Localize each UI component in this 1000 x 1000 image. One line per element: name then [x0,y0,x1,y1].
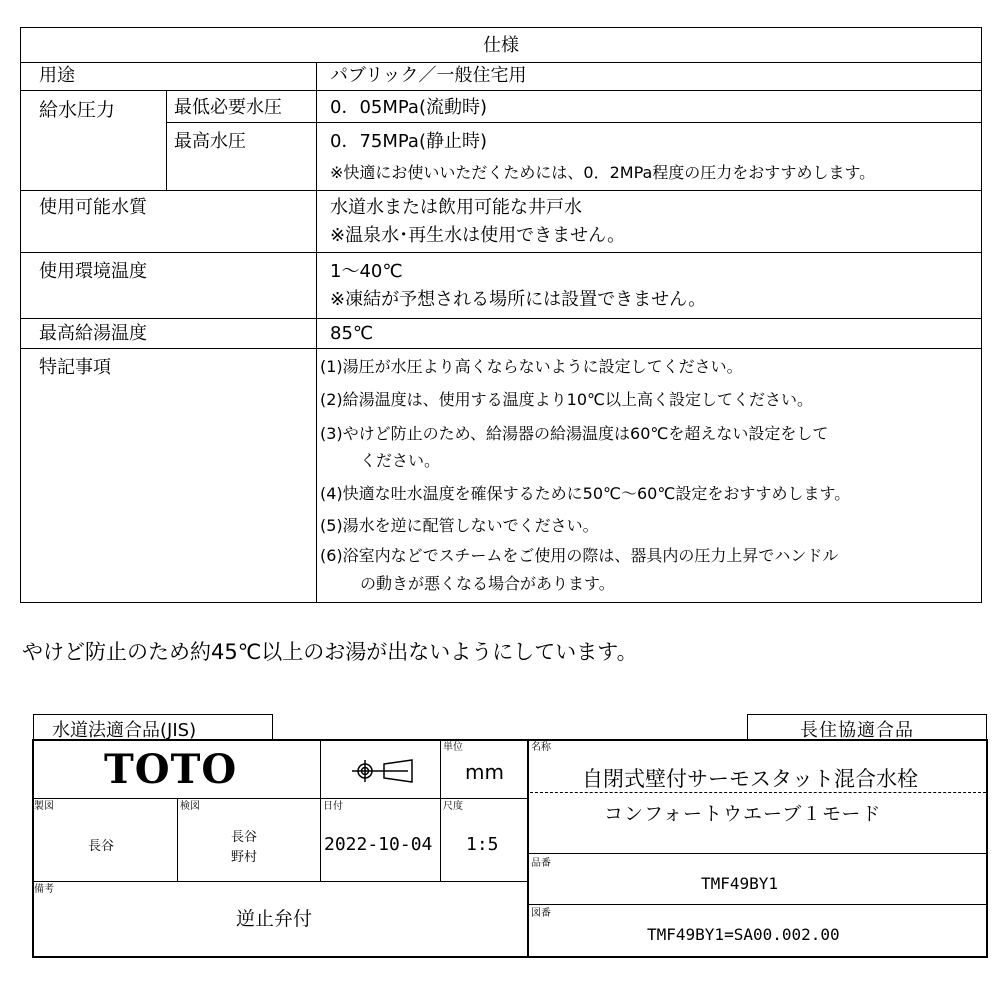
name-line2: コンフォートウエーブ１モード [604,803,882,825]
use-value: パブリック／一般住宅用 [330,65,527,86]
part-value: TMF49BY1 [701,874,779,893]
water-quality-value: 水道水または飲用可能な井戸水 [330,197,582,218]
toto-logo: TOTO [104,746,238,793]
water-quality-label: 使用可能水質 [39,197,147,218]
unit-value: mm [465,760,504,784]
max-hot-label: 最高給湯温度 [39,323,147,344]
special-item-3-cont: ください。 [360,451,441,470]
checked-value-2: 野村 [231,850,258,865]
special-item-2: (2)給湯温度は、使用する温度より10℃以上高く設定してください。 [320,390,813,409]
date-value: 2022-10-04 [324,834,433,855]
remarks-value: 逆止弁付 [236,908,313,930]
special-item-6: (6)浴室内などでスチームをご使用の際は、器具内の圧力上昇でハンドル [320,546,839,565]
special-item-6-cont: の動きが悪くなる場合があります。 [360,574,615,593]
max-pressure-label: 最高水圧 [174,131,246,152]
special-item-4: (4)快適な吐水温度を確保するために50℃～60℃設定をおすすめします。 [320,484,851,503]
checked-label: 検図 [180,801,200,812]
pressure-note: ※快適にお使いいただくためには、0．2MPa程度の圧力をおすすめします。 [330,163,876,182]
drawing-value: TMF49BY1=SA00.002.00 [647,925,840,944]
drawn-label: 製図 [34,801,54,812]
max-hot-value: 85℃ [330,323,374,344]
scale-label: 尺度 [443,801,463,812]
max-pressure-value: 0．75MPa(静止時) [330,131,488,152]
scale-value: 1:5 [466,834,499,855]
water-quality-note: ※温泉水･再生水は使用できません。 [330,225,626,246]
min-pressure-label: 最低必要水圧 [174,97,282,118]
bl-label: 長住協適合品 [800,720,914,741]
date-label: 日付 [323,801,343,812]
unit-label: 単位 [443,742,463,753]
special-item-3: (3)やけど防止のため、給湯器の給湯温度は60℃を超えない設定をして [320,424,829,443]
env-temp-label: 使用環境温度 [39,261,147,282]
min-pressure-value: 0．05MPa(流動時) [330,97,488,118]
checked-value-1: 長谷 [231,830,258,845]
special-label: 特記事項 [39,357,111,378]
pressure-label: 給水圧力 [39,99,116,121]
spec-header: 仕様 [483,35,519,56]
drawing-label: 図番 [531,908,551,919]
burn-prevention-note: やけど防止のため約45℃以上のお湯が出ないようにしています。 [22,640,638,664]
drawn-value: 長谷 [88,839,115,854]
special-item-1: (1)湯圧が水圧より高くならないように設定してください。 [320,357,743,376]
special-item-5: (5)湯水を逆に配管しないでください。 [320,516,599,535]
name-line1: 自閉式壁付サーモスタット混合水栓 [582,767,918,791]
use-label: 用途 [39,65,75,86]
env-temp-note: ※凍結が予想される場所には設置できません。 [330,289,707,310]
part-label: 品番 [531,858,551,869]
env-temp-value: 1～40℃ [330,261,403,282]
jis-label: 水道法適合品(JIS) [52,720,197,741]
name-label: 名称 [531,742,551,753]
third-angle-projection-icon [352,758,414,784]
remarks-label: 備考 [34,884,54,895]
